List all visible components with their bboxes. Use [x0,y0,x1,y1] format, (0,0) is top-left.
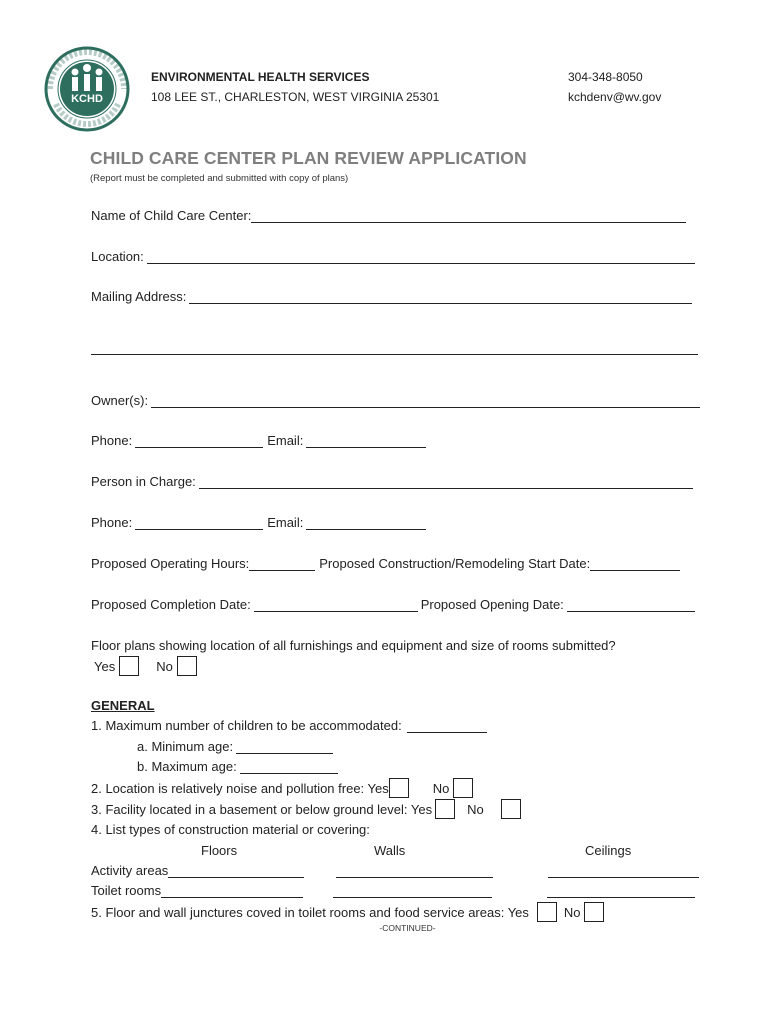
q5-label: 5. Floor and wall junctures coved in toilet rooms and food service areas: Yes [91,904,529,920]
center-name-label: Name of Child Care Center: [91,208,252,223]
hours-row [91,556,680,571]
mailing-row-2 [91,342,698,355]
activity-ceilings-field[interactable] [548,865,699,878]
center-name-row [91,208,686,223]
mailing-field-2[interactable] [91,342,698,355]
q2-yes-checkbox[interactable] [389,778,409,798]
pic-phone-field[interactable] [135,517,263,530]
activity-row [91,863,699,878]
phone-label: Phone: [91,433,133,448]
kchd-logo [44,46,130,132]
q3-label: 3. Facility located in a basement or below ground level: Yes [91,801,433,817]
completion-label: Proposed Completion Date: [91,597,251,612]
toilet-label: Toilet rooms [91,883,162,898]
q2-label: 2. Location is relatively noise and pollution free: Yes [91,780,389,796]
q3-row [91,799,521,819]
q5-no-checkbox[interactable] [584,902,604,922]
floor-yes-checkbox[interactable] [119,656,139,676]
q1-label: 1. Maximum number of children to be accommodated: [91,718,402,733]
q2-no-checkbox[interactable] [453,778,473,798]
pic-email-label: Email: [267,515,304,530]
general-heading-row [91,698,155,713]
floor-yes-label: Yes [94,658,116,674]
q5-no-label: No [563,904,581,920]
hours-label: Proposed Operating Hours: [91,556,250,571]
completion-field[interactable] [254,599,418,612]
pic-label: Person in Charge: [91,474,196,489]
q1-field[interactable] [407,720,487,733]
pic-email-field[interactable] [306,517,426,530]
q4-label: 4. List types of construction material or covering: [91,822,370,837]
toilet-floors-field[interactable] [161,885,303,898]
owners-label: Owner(s): [91,393,149,408]
opening-label: Proposed Opening Date: [420,597,564,612]
center-name-field[interactable] [251,210,686,223]
opening-field[interactable] [567,599,695,612]
activity-label: Activity areas [91,863,169,878]
phone-email-row-2 [91,515,426,530]
q1b-label: b. Maximum age: [137,759,237,774]
mailing-row [91,289,692,304]
q3-no-checkbox[interactable] [501,799,521,819]
q1-row [91,718,487,733]
toilet-ceilings-field[interactable] [547,885,695,898]
department-name: ENVIRONMENTAL HEALTH SERVICES [151,70,370,84]
completion-row [91,597,695,612]
pic-row [91,474,693,489]
q3-no-label: No [467,801,484,817]
department-email: kchdenv@wv.gov [568,90,662,104]
owners-field[interactable] [151,395,700,408]
pic-field[interactable] [199,476,693,489]
department-phone: 304-348-8050 [568,70,643,84]
logo-text: KCHD [71,93,103,105]
location-row [91,249,695,264]
floor-no-checkbox[interactable] [177,656,197,676]
mailing-label: Mailing Address: [91,289,187,304]
floor-no-label: No [156,658,173,674]
owners-row [91,393,700,408]
form-subtitle: (Report must be completed and submitted with copy of plans) [90,173,349,184]
q5-yes-checkbox[interactable] [537,902,557,922]
q2-row [91,778,473,798]
q3-yes-checkbox[interactable] [435,799,455,819]
department-address: 108 LEE ST., CHARLESTON, WEST VIRGINIA 25301 [151,90,440,104]
form-title: CHILD CARE CENTER PLAN REVIEW APPLICATION [90,148,527,168]
toilet-row [91,883,695,898]
q1a-field[interactable] [236,741,333,754]
location-label: Location: [91,249,144,264]
mailing-field[interactable] [189,291,692,304]
construction-label: Proposed Construction/Remodeling Start Date: [319,556,591,571]
floor-plan-label: Floor plans showing location of all furnishings and equipment and size of rooms submitted? [91,638,616,653]
phone-field[interactable] [135,435,263,448]
activity-walls-field[interactable] [336,865,493,878]
email-field[interactable] [306,435,426,448]
q1a-label: a. Minimum age: [137,739,234,754]
toilet-walls-field[interactable] [333,885,492,898]
floor-plan-answers [94,656,197,676]
col-floors: Floors [201,843,238,858]
q1b-row [137,759,338,774]
q4-row [91,822,370,837]
hours-field[interactable] [249,558,315,571]
q5-row [91,902,604,922]
general-heading: GENERAL [91,698,155,713]
pic-phone-label: Phone: [91,515,133,530]
floor-plan-question [91,638,616,653]
continued-note: -CONTINUED- [379,923,436,933]
construction-field[interactable] [590,558,680,571]
q1b-field[interactable] [240,761,338,774]
q2-no-label: No [432,780,450,796]
col-ceilings: Ceilings [585,843,632,858]
activity-floors-field[interactable] [168,865,304,878]
email-label: Email: [267,433,304,448]
q1a-row [137,739,333,754]
col-walls: Walls [374,843,406,858]
phone-email-row-1 [91,433,426,448]
location-field[interactable] [147,251,695,264]
